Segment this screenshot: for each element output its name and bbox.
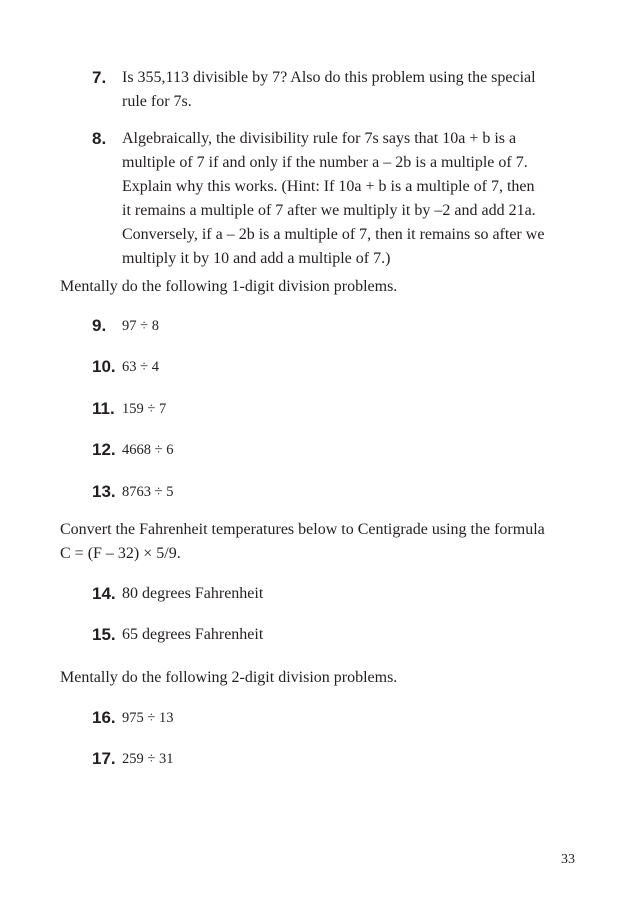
problem-line: rule for 7s. <box>122 93 192 110</box>
problem-text: 97 ÷ 8 <box>122 318 159 334</box>
problem-line: Explain why this works. (Hint: If 10a + b is a multiple of 7, then <box>122 178 535 195</box>
problem-text: 4668 ÷ 6 <box>122 442 174 458</box>
instruction-line: Mentally do the following 1-digit division problems. <box>60 278 398 295</box>
problem-text <box>122 127 582 271</box>
problem-line: multiple of 7 if and only if the number a – 2b is a multiple of 7. <box>122 154 528 171</box>
page-number: 33 <box>561 852 575 867</box>
problem-text <box>122 66 582 114</box>
problem-number: 17. <box>92 749 116 768</box>
problem-text: 159 ÷ 7 <box>122 401 167 417</box>
problem-number: 7. <box>92 68 107 87</box>
problem-line: Is 355,113 divisible by 7? Also do this problem using the special <box>122 69 536 86</box>
problem-number: 8. <box>92 129 107 148</box>
problem-number: 9. <box>92 316 107 335</box>
problem-line: Conversely, if a – 2b is a multiple of 7, then it remains so after we <box>122 226 545 243</box>
problem-line: multiply it by 10 and add a multiple of 7.) <box>122 250 391 267</box>
problem-16 <box>92 706 582 730</box>
problem-line: Algebraically, the divisibility rule for 7s says that 10a + b is a <box>122 130 517 147</box>
problem-text: 63 ÷ 4 <box>122 359 159 375</box>
problem-number: 12. <box>92 440 116 459</box>
problem-number: 15. <box>92 625 116 644</box>
problem-text: 80 degrees Fahrenheit <box>122 585 264 602</box>
problem-11 <box>92 397 582 421</box>
section-instruction-2digit <box>60 666 582 690</box>
instruction-line: Mentally do the following 2-digit division problems. <box>60 669 398 686</box>
problem-number: 13. <box>92 482 116 501</box>
problem-15 <box>92 623 582 647</box>
problem-13 <box>92 480 582 504</box>
section-instruction-fahrenheit <box>60 518 582 566</box>
problem-text: 65 degrees Fahrenheit <box>122 626 264 643</box>
problem-number: 16. <box>92 708 116 727</box>
problem-10 <box>92 355 582 379</box>
section-instruction-1digit <box>60 275 582 299</box>
problem-8 <box>92 127 582 271</box>
problem-9 <box>92 314 582 338</box>
problem-7 <box>92 66 582 114</box>
problem-number: 10. <box>92 357 116 376</box>
problem-17 <box>92 747 582 771</box>
instruction-line: C = (F – 32) × 5/9. <box>60 545 181 562</box>
problem-14 <box>92 582 582 606</box>
instruction-line: Convert the Fahrenheit temperatures below to Centigrade using the formula <box>60 521 545 538</box>
problem-text: 975 ÷ 13 <box>122 710 174 726</box>
problem-text: 259 ÷ 31 <box>122 751 174 767</box>
problem-number: 14. <box>92 584 116 603</box>
problem-12 <box>92 438 582 462</box>
problem-text: 8763 ÷ 5 <box>122 484 174 500</box>
problem-line: it remains a multiple of 7 after we multiply it by –2 and add 21a. <box>122 202 536 219</box>
problem-number: 11. <box>92 399 115 418</box>
